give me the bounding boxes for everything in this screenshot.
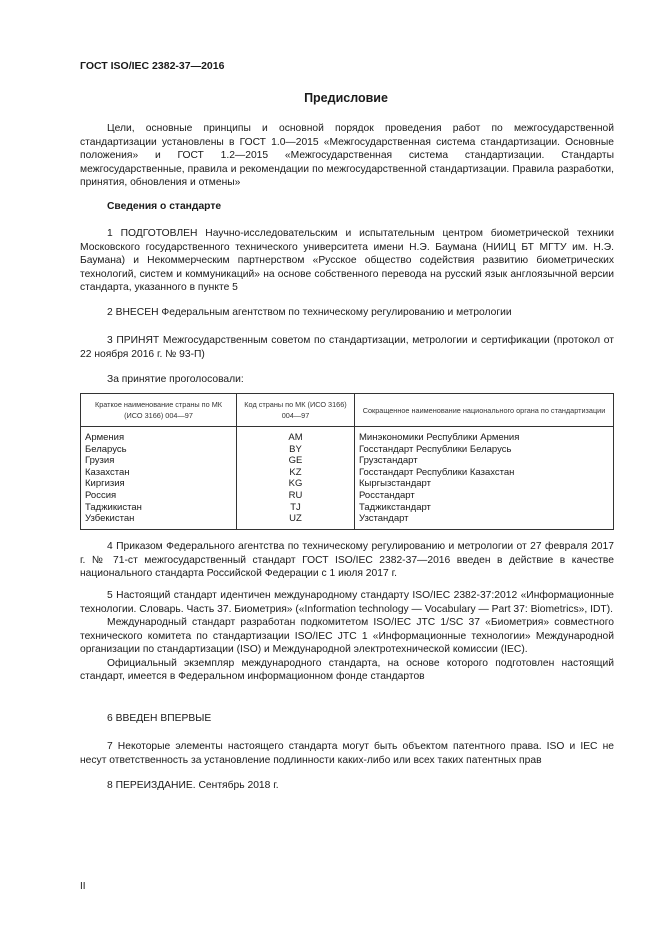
cell-body: Росстандарт [355, 490, 614, 502]
voted-label [80, 373, 614, 387]
voting-table [80, 393, 614, 530]
table-row [81, 427, 614, 444]
cell-country: Казахстан [81, 467, 237, 479]
cell-country: Армения [81, 427, 237, 444]
cell-body: Госстандарт Республики Беларусь [355, 444, 614, 456]
cell-country: Узбекистан [81, 513, 237, 529]
cell-code: TJ [237, 502, 355, 514]
table-header-body: Сокращенное наименование национального органа по стандартизации [355, 394, 614, 427]
item-5 [80, 589, 614, 684]
item-6-text: 6 ВВЕДЕН ВПЕРВЫЕ [107, 713, 212, 724]
cell-body: Минэкономики Республики Армения [355, 427, 614, 444]
page-number: II [80, 881, 86, 892]
cell-country: Беларусь [81, 444, 237, 456]
cell-code: UZ [237, 513, 355, 529]
intro-paragraph [80, 122, 614, 190]
table-row [81, 478, 614, 490]
table-row [81, 502, 614, 514]
item-5-note-1: Международный стандарт разработан подкомитетом ISO/IEC JTC 1/SC 37 «Биометрия» совместного технического комитета по стандартизации ISO/IEC JTC 1 «Информационные технологии» Международной организации по стандартизации (ISO) и Международной электротехнической комиссии (IEC). [80, 617, 614, 655]
table-header-row [81, 394, 614, 427]
item-5-text: 5 Настоящий стандарт идентичен международному стандарту ISO/IEC 2382-37:2012 «Информационные технологии. Словарь. Часть 37. Биометрия» («Information technology — Vocabulary — Part 37: Biometrics», IDT). [80, 590, 614, 615]
cell-code: AM [237, 427, 355, 444]
cell-body: Таджикстандарт [355, 502, 614, 514]
cell-code: BY [237, 444, 355, 456]
cell-code: RU [237, 490, 355, 502]
cell-code: GE [237, 455, 355, 467]
item-1 [80, 227, 614, 295]
item-7-text: 7 Некоторые элементы настоящего стандарта могут быть объектом патентного права. ISO и IEC не несут ответственность за установление подлинности каких-либо или всех таких патентных прав [80, 741, 614, 766]
item-3 [80, 334, 614, 361]
item-8 [80, 779, 614, 793]
item-2-text: 2 ВНЕСЕН Федеральным агентством по техническому регулированию и метрологии [107, 307, 512, 318]
cell-code: KZ [237, 467, 355, 479]
page-title: Предисловие [304, 91, 388, 105]
subsection-title: Сведения о стандарте [107, 201, 222, 212]
cell-code: KG [237, 478, 355, 490]
table-row [81, 490, 614, 502]
table-row [81, 455, 614, 467]
cell-country: Таджикистан [81, 502, 237, 514]
item-7 [80, 740, 614, 767]
voted-text: За принятие проголосовали: [107, 374, 244, 385]
cell-country: Россия [81, 490, 237, 502]
item-4 [80, 540, 614, 581]
cell-body: Госстандарт Республики Казахстан [355, 467, 614, 479]
item-4-text: 4 Приказом Федерального агентства по техническому регулированию и метрологии от 27 февраля 2017 г. № 71-ст межгосударственный стандарт ГОСТ ISO/IEC 2382-37—2016 введен в действие в качестве национального стандарта Российской Федерации с 1 июля 2017 г. [80, 541, 614, 579]
cell-country: Киргизия [81, 478, 237, 490]
cell-body: Грузстандарт [355, 455, 614, 467]
table-row [81, 513, 614, 529]
table-row [81, 444, 614, 456]
document-id: ГОСТ ISO/IEC 2382-37—2016 [80, 60, 225, 72]
item-1-text: 1 ПОДГОТОВЛЕН Научно-исследовательским и испытательным центром биометрической техники Московского государственного технического университета имени Н.Э. Баумана (НИИЦ БТ МГТУ им. Н.Э. Баумана) и Некоммерческим партнерством «Русское общество содействия развитию биометрических технологий, систем и коммуникаций» на основе собственного перевода на русский язык англоязычной версии стандарта, указанного в пункте 5 [80, 228, 614, 293]
item-5-note-2: Официальный экземпляр международного стандарта, на основе которого подготовлен настоящий стандарт, имеется в Федеральном информационном фонде стандартов [80, 657, 614, 682]
table-header-code: Код страны по МК (ИСО 3166) 004—97 [237, 394, 355, 427]
intro-text: Цели, основные принципы и основной порядок проведения работ по межгосударственной стандартизации установлены в ГОСТ 1.0—2015 «Межгосударственная система стандартизации. Основные положения» и ГОСТ 1.2—2015 «Межгосударственная система стандартизации. Стандарты межгосударственные, правила и рекомендации по межгосударственной стандартизации. Правила разработки, принятия, обновления и отмены» [80, 123, 614, 188]
item-2 [80, 306, 614, 320]
subsection-heading [80, 200, 614, 214]
table-header-country: Краткое наименование страны по МК (ИСО 3166) 004—97 [81, 394, 237, 427]
table-row [81, 467, 614, 479]
cell-body: Узстандарт [355, 513, 614, 529]
item-8-text: 8 ПЕРЕИЗДАНИЕ. Сентябрь 2018 г. [107, 780, 279, 791]
item-6 [80, 712, 614, 726]
cell-body: Кыргызстандарт [355, 478, 614, 490]
item-3-text: 3 ПРИНЯТ Межгосударственным советом по стандартизации, метрологии и сертификации (протокол от 22 ноября 2016 г. № 93-П) [80, 335, 614, 360]
cell-country: Грузия [81, 455, 237, 467]
